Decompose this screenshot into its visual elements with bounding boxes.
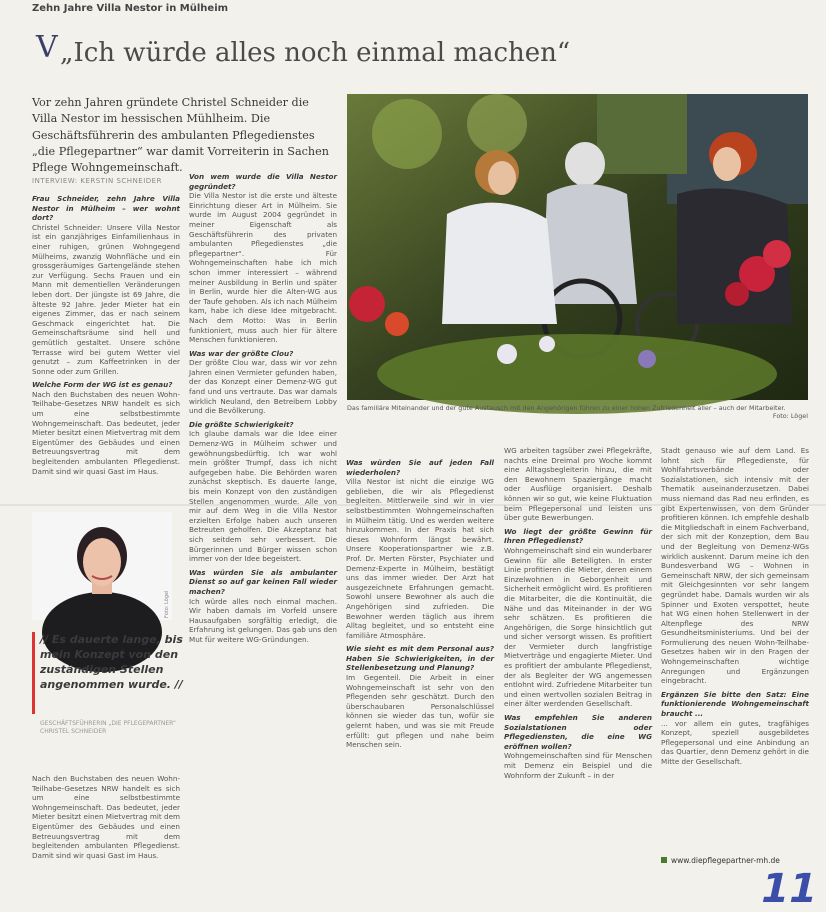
question: Von wem wurde die Villa Nestor gegründet?: [189, 172, 337, 191]
column-5: [661, 446, 809, 851]
pull-quote: // Es dauerte lange, bis mein Konzept von den zuständigen Stellen angenommen wurde. //: [40, 633, 183, 691]
column-1-continued: [32, 774, 180, 884]
answer: Wohngemeinschaft sind ein wunderbarer Gewinn für alle Beteiligten. In erster Linie profitieren die Mieter, deren einem Einzelwohnen in Geborgenheit und Sicherheit ermöglicht wird. Es profitieren die Mitarbeiter, die die Kontinuität, die Nähe und das Miteinander in der WG sehr schätzen. Es profitieren die Angehörigen, die Sorge hinsichtlich gut und sicher versorgt wissen. Es profitiert der Vermieter durch langfristige Mietverträge und engagierte Mieter. Und es profitiert der ambulante Pflegedienst, der als Begleiter der WG angemessen entlohnt wird. Zufriedene Mitarbeiter tun und einen wertvollen sozialen Beitrag in einer älter werdenden Gesellschaft.: [504, 545, 652, 709]
answer: Ich glaube damals war die Idee einer Demenz-WG in Mülheim schwer und gewöhnungsbedürftig. Ich war wohl mein größter Trumpf, dass ich nicht aufgegeben habe. Die Behörden waren zunächst skeptisch. Es dauerte lange, bis mein Konzept von den zuständigen Stellen angenommen wurde. Alle von mir auf dem Weg in die Villa Nestor erzielten Erfolge haben auch unseren Betreuten geholfen. Die Akzeptanz hat sich seitdem sehr verbessert. Die Bürgerinnen und Bürger wissen schon immer von der Idee begeistert.: [189, 429, 337, 564]
check-mark-icon: V: [36, 30, 58, 65]
quote-accent-bar: [32, 632, 35, 714]
answer: Nach den Buchstaben des neuen Wohn-Teilhabe-Gesetzes NRW handelt es sich um eine selbstbestimmte Wohngemeinschaft. Das bedeutet, jeder Mieter besitzt einen Mietvertrag mit dem Eigentümer des Gebäudes und einen Betreuungsvertrag mit dem begleitenden ambulanten Pflegedienst. Damit sind wir quasi Gast im Haus.: [32, 774, 180, 860]
column-2: [189, 172, 337, 887]
bullet-square-icon: [661, 857, 667, 863]
answer: Nach den Buchstaben des neuen Wohn-Teilhabe-Gesetzes NRW handelt es sich um eine selbstbestimmte Wohngemeinschaft. Das bedeutet, jeder Mieter besitzt einen Mietvertrag mit dem Eigentümer des Gebäudes und einen Betreuungsvertrag mit dem begleitenden ambulanten Pflegedienst. Damit sind wir quasi Gast im Haus.: [32, 389, 180, 476]
answer: ... vor allem ein gutes, tragfähiges Konzept, speziell ausgebildetes Pflegepersonal und eine Anbindung an das Quartier, denn Demenz gehört in die Mitte der Gesellschaft.: [661, 718, 809, 766]
caption-text: Das familiäre Miteinander und der gute Austausch mit den Angehörigen führen zu einer hohen Zufriedenheit aller – auch der Mitarbeiter.: [347, 404, 786, 412]
page-number: 11: [756, 866, 822, 912]
website-url: www.diepflegepartner-mh.de: [671, 856, 780, 865]
question: Was empfehlen Sie anderen Sozialstationen oder Pflegediensten, die eine WG eröffnen wollen?: [504, 713, 652, 751]
photo-credit: Foto: Lögel: [772, 412, 808, 420]
main-photo: [347, 94, 808, 400]
column-4: [504, 446, 652, 888]
column-1: [32, 194, 180, 504]
column-3: [346, 458, 494, 888]
answer: Der größte Clou war, dass wir vor zehn Jahren einen Vermieter gefunden haben, der das Konzept einer Demenz-WG gut fand und uns vertraute. Das war damals wirklich Neuland, den Betreibern Lobby und die Bevölkerung.: [189, 358, 337, 416]
byline: INTERVIEW: KERSTIN SCHNEIDER: [32, 177, 162, 185]
lead-paragraph: Vor zehn Jahren gründete Christel Schneider die Villa Nestor im hessischen Mühlheim. Die Geschäftsführerin des ambulanten Pflegedienstes „die Pflegepartner“ war damit Vorreiterin in Sachen Pflege Wohngemeinschaft.: [32, 96, 329, 175]
question: Die größte Schwierigkeit?: [189, 419, 294, 429]
answer: Stadt genauso wie auf dem Land. Es lohnt sich für Pflegedienste, für Wohlfahrtsverbände oder Sozialstationen, sich intensiv mit der Thematik auseinanderzusetzen. Dabei muss niemand das Rad neu erfinden, es gibt Expertenwissen, von dem Gründer profitieren können. Ich empfehle deshalb die Mitgliedschaft in einem Fachverband, der sich mit der Konzeption, dem Bau und der Begleitung von Demenz-WGs wirklich auskennt. Darum meine ich den Bundesverband WG – Wohnen in Gemeinschaft NRW, der sich gemeinsam mit Gleichgesinnten vor sehr langem gegründet habe. Damals wurden wir als Spinner und Exoten verspottet, heute hat WG einen hohen Stellenwert in der Altenpflege des NRW Gesundheitsministeriums. Und bei der Formulierung des neuen Wohn-Teilhabe-Gesetzes haben wir in den Fragen der Wohngemeinschaften wichtige Anregungen und Ergänzungen eingebracht.: [661, 446, 809, 686]
portrait-credit: Foto: Lögel: [164, 590, 170, 618]
website-link[interactable]: [661, 856, 780, 865]
answer: Die Villa Nestor ist die erste und älteste Einrichtung dieser Art in Mülheim. Sie wurde im August 2004 gegründet in meiner Eigenschaft als Geschäftsführerin des privaten ambulanten Pflegedienstes „die pflegepartner“. Für Wohngemeinschaften habe ich mich schon immer interessiert – während meiner Ausbildung in Berlin und später in Berlin, wurde hier die Alten-WG aus der Taufe gehoben. Als ich nach Mülheim kam, habe ich diese Idee mitgebracht. Nach dem Motto: Was in Berlin funktioniert, muss auch hier für ältere Menschen funktionieren.: [189, 191, 337, 345]
quote-source: GESCHÄFTSFÜHRERIN „DIE PFLEGEPARTNER“ CHRISTEL SCHNEIDER: [40, 720, 177, 735]
question: Ergänzen Sie bitte den Satz: Eine funktionierende Wohngemeinschaft braucht ...: [661, 689, 809, 719]
question: Was würden Sie auf jeden Fall wiederholen?: [346, 458, 494, 477]
photo-caption: [347, 404, 808, 420]
kicker: Zehn Jahre Villa Nestor in Mülheim: [32, 3, 229, 14]
answer: Ich würde alles noch einmal machen. Wir haben damals im Vorfeld unsere Hausaufgaben sorgfältig erledigt, die Erfahrung ist gelungen. Das gab uns den Mut für weitere WG-Gründungen.: [189, 596, 337, 644]
question: Frau Schneider, zehn Jahre Villa Nestor in Mülheim – wer wohnt dort?: [32, 194, 180, 223]
question: Wo liegt der größte Gewinn für Ihren Pflegedienst?: [504, 526, 652, 546]
answer: WG arbeiten tagsüber zwei Pflegekräfte, nachts eine Dreimal pro Woche kommt eine Alltagsbegleiterin hinzu, die mit den Bewohnern Spaziergänge macht oder Ausflüge organisiert. Deshalb können wir so gut, wie keine Fluktuation beim Pflegepersonal und leisten uns über gute Bewerbungen.: [504, 446, 652, 523]
question: Wie sieht es mit dem Personal aus? Haben Sie Schwierigkeiten, in der Stellenbesetzung und Planung?: [346, 644, 494, 673]
answer: Im Gegenteil. Die Arbeit in einer Wohngemeinschaft ist sehr von den Pflegenden sehr geschätzt. Durch den überschaubaren Personalschlüssel können sie wieder das tun, wofür sie gelernt haben, und was sie mit Freude erfüllt: gut pflegen und nahe beim Menschen sein.: [346, 673, 494, 750]
answer: Christel Schneider: Unsere Villa Nestor ist ein ganzjähriges Einfamilienhaus in einer ruhigen, grünen Wohngegend Mülheims, zwanzig Wohnfläche und ein grossgeräumiges Gartengelände stehen zur Verfügung. Sechs Frauen und ein Mann mit dementiellen Veränderungen leben dort. Der jüngste ist 69 Jahre, die älteste 92 Jahre. Jeder Mieter hat ein eigenes Zimmer, das er nach seinem Geschmack eingerichtet hat. Die Gemeinschaftsräume sind hell und gemütlich gestaltet. Unsere schöne Terrasse wird bei gutem Wetter viel genutzt – zum Kaffeetrinken in der Sonne oder zum Grillen.: [32, 222, 180, 376]
answer: Wohngemeinschaften sind für Menschen mit Demenz ein Beispiel und die Wohnform der Zukunft – in der: [504, 751, 652, 780]
question: Was würden Sie als ambulanter Dienst so auf gar keinen Fall wieder machen?: [189, 567, 337, 596]
portrait-photo: [32, 512, 172, 620]
question: Welche Form der WG ist es genau?: [32, 380, 173, 390]
answer: Villa Nestor ist nicht die einzige WG geblieben, die wir als Pflegedienst begleiten. Mittlerweile sind wir in vier selbstbestimmten Wohngemeinschaften in Mülheim tätig. Und es werden weitere hinzukommen. In der Praxis hat sich dieses Wohnform längst bewährt. Unsere Kooperationspartner wie z.B. Prof. Dr. Merten Förster, Psychiater und Demenz-Experte in Mülheim, bestätigt uns das immer wieder. Der Arzt hat ausgezeichnete Erfahrungen gemacht. Sowohl unsere Bewohner als auch die Angehörigen sind zufrieden. Die Bewohner werden täglich aus ihrem Alltag begleitet, und so entsteht eine familiäre Atmosphäre.: [346, 477, 494, 640]
question: Was war der größte Clou?: [189, 348, 294, 358]
headline: „Ich würde alles noch einmal machen“: [60, 38, 571, 68]
